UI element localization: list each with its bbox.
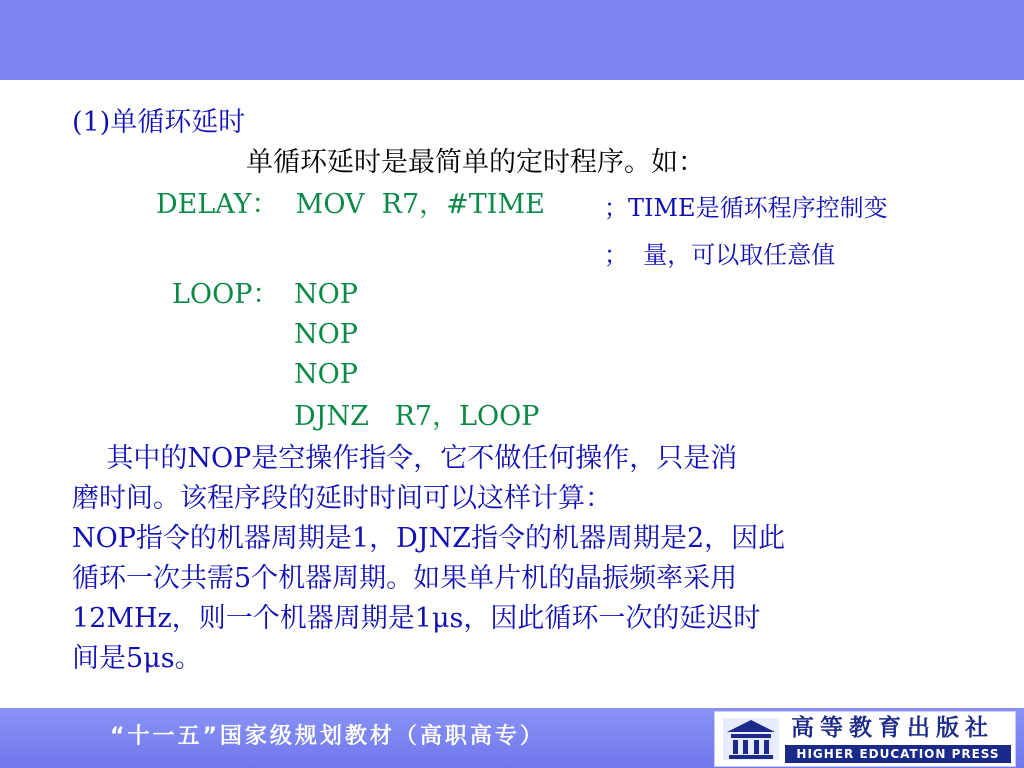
paragraph-line-4: 循环一次共需5个机器周期。如果单片机的晶振频率采用: [72, 563, 738, 594]
paragraph-line-6: 间是5μs。: [72, 643, 202, 674]
code-comment-2: ； 量，可以取任意值: [604, 241, 836, 269]
publisher-logo-icon: [721, 716, 781, 762]
code-loop-label: LOOP：: [172, 279, 280, 310]
code-nop-2: NOP: [294, 319, 358, 350]
section-heading: (1)单循环延时: [72, 107, 246, 138]
code-line-delay: DELAY： MOV R7，#TIME: [156, 189, 545, 220]
paragraph-line-2: 磨时间。该程序段的延时时间可以这样计算：: [72, 483, 612, 514]
paragraph-line-5: 12MHz，则一个机器周期是1μs，因此循环一次的延迟时: [72, 603, 761, 634]
code-nop-1: NOP: [294, 279, 358, 310]
paragraph-line-3: NOP指令的机器周期是1，DJNZ指令的机器周期是2，因此: [72, 523, 786, 554]
intro-text: 单循环延时是最简单的定时程序。如：: [246, 147, 705, 178]
paragraph-line-1: 其中的NOP是空操作指令，它不做任何操作，只是消: [72, 443, 738, 474]
code-comment-1: ；TIME是循环程序控制变: [604, 194, 888, 222]
publisher-name-en: HIGHER EDUCATION PRESS: [785, 745, 1011, 763]
publisher-badge: [714, 711, 1016, 767]
code-djnz: DJNZ R7，LOOP: [294, 401, 540, 432]
code-nop-3: NOP: [294, 359, 358, 390]
footer-series-title: “十一五”国家级规划教材（高职高专）: [110, 724, 545, 749]
publisher-name-cn: 高等教育出版社: [791, 715, 994, 741]
